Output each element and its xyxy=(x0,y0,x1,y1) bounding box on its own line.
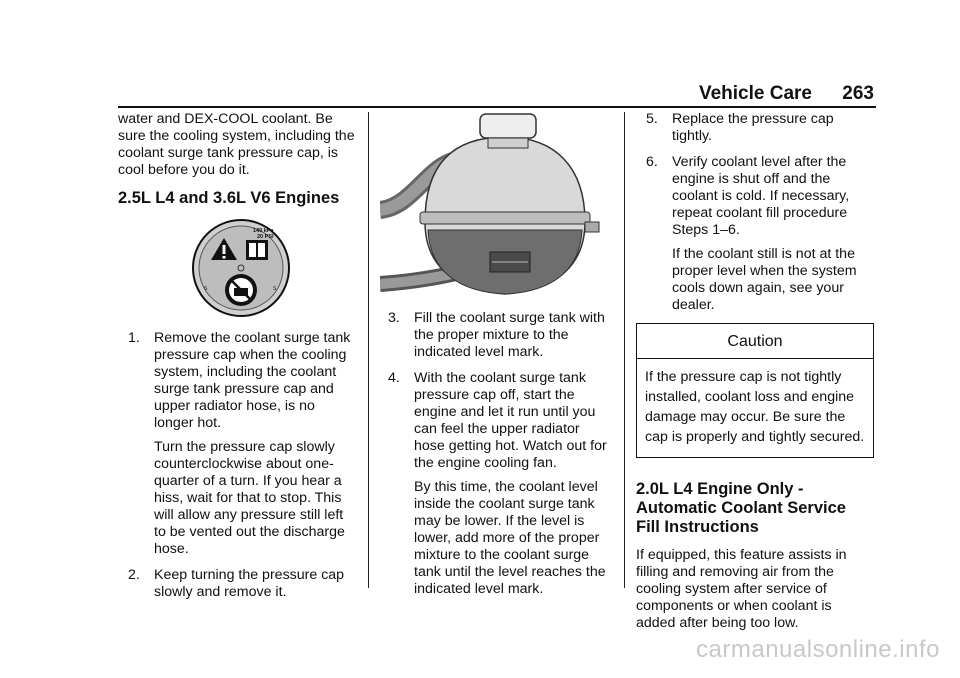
column-middle xyxy=(380,112,610,607)
surge-tank-illustration xyxy=(380,112,610,302)
pressure-cap-label-figure xyxy=(118,218,356,326)
intro-paragraph: water and DEX-COOL coolant. Be sure the cooling system, including the coolant surge tank pressure cap, is cool before you do it. xyxy=(118,111,355,178)
step-3 xyxy=(388,310,610,361)
step-number: 3. xyxy=(388,310,400,326)
step-number: 1. xyxy=(128,330,140,346)
step-number: 6. xyxy=(646,154,658,170)
column-divider xyxy=(368,112,369,588)
step-2 xyxy=(128,567,356,601)
step-1 xyxy=(128,330,356,558)
section-heading: 2.0L L4 Engine Only - Automatic Coolant Service Fill Instructions xyxy=(636,480,846,536)
caution-box xyxy=(636,323,874,458)
step-number: 2. xyxy=(128,567,140,583)
step-subtext: If the coolant still is not at the proper level when the system cools down again, see your dealer. xyxy=(672,246,857,313)
svg-text:S: S xyxy=(273,286,277,292)
pressure-cap-label-icon xyxy=(191,218,291,318)
column-left xyxy=(118,111,356,610)
step-number: 5. xyxy=(646,111,658,127)
step-number: 4. xyxy=(388,370,400,386)
step-subtext: Turn the pressure cap slowly counterclockwise about one-quarter of a turn. If you hear a hiss, wait for that to stop. This will allow any pressure still left to be vented out the discharge hose. xyxy=(154,439,345,557)
section-title: Vehicle Care xyxy=(698,83,812,104)
pressure-psi-text: 20 PSI xyxy=(257,234,274,240)
pressure-kpa-text: 140 kPa xyxy=(253,228,274,234)
step-5 xyxy=(646,111,874,145)
caution-text: If the pressure cap is not tightly installed, coolant loss and engine damage may occur. Be sure the cap is properly and tightly secured. xyxy=(645,369,865,445)
header-rule xyxy=(118,106,876,108)
page-number: 263 xyxy=(842,83,874,104)
feature-paragraph: If equipped, this feature assists in filling and removing air from the cooling system after service of components or when coolant is added after being too low. xyxy=(636,547,847,631)
step-text: Verify coolant level after the engine is shut off and the coolant is cold. If necessary, repeat coolant fill procedure Steps 1–6. xyxy=(672,154,850,238)
column-right xyxy=(636,111,874,638)
step-text: Fill the coolant surge tank with the proper mixture to the indicated level mark. xyxy=(414,310,605,360)
svg-text:S: S xyxy=(204,286,208,292)
step-text: Keep turning the pressure cap slowly and remove it. xyxy=(154,567,345,600)
step-subtext: By this time, the coolant level inside the coolant surge tank may be lower. If the level is lower, add more of the proper mixture to the coolant surge tank until the level reaches the indicated level mark. xyxy=(414,479,606,597)
watermark: carmanualsonline.info xyxy=(696,636,940,663)
step-6 xyxy=(646,154,874,314)
caution-title: Caution xyxy=(637,324,873,359)
step-text: With the coolant surge tank pressure cap off, start the engine and let it run until you can feel the upper radiator hose getting hot. Watch out for the engine cooling fan. xyxy=(414,370,607,471)
section-heading: 2.5L L4 and 3.6L V6 Engines xyxy=(118,189,340,207)
column-divider xyxy=(624,112,625,588)
step-4 xyxy=(388,370,610,598)
step-text: Replace the pressure cap tightly. xyxy=(672,111,834,144)
step-text: Remove the coolant surge tank pressure cap when the cooling system, including the coolant surge tank pressure cap and upper radiator hose, is no longer hot. xyxy=(154,330,351,431)
